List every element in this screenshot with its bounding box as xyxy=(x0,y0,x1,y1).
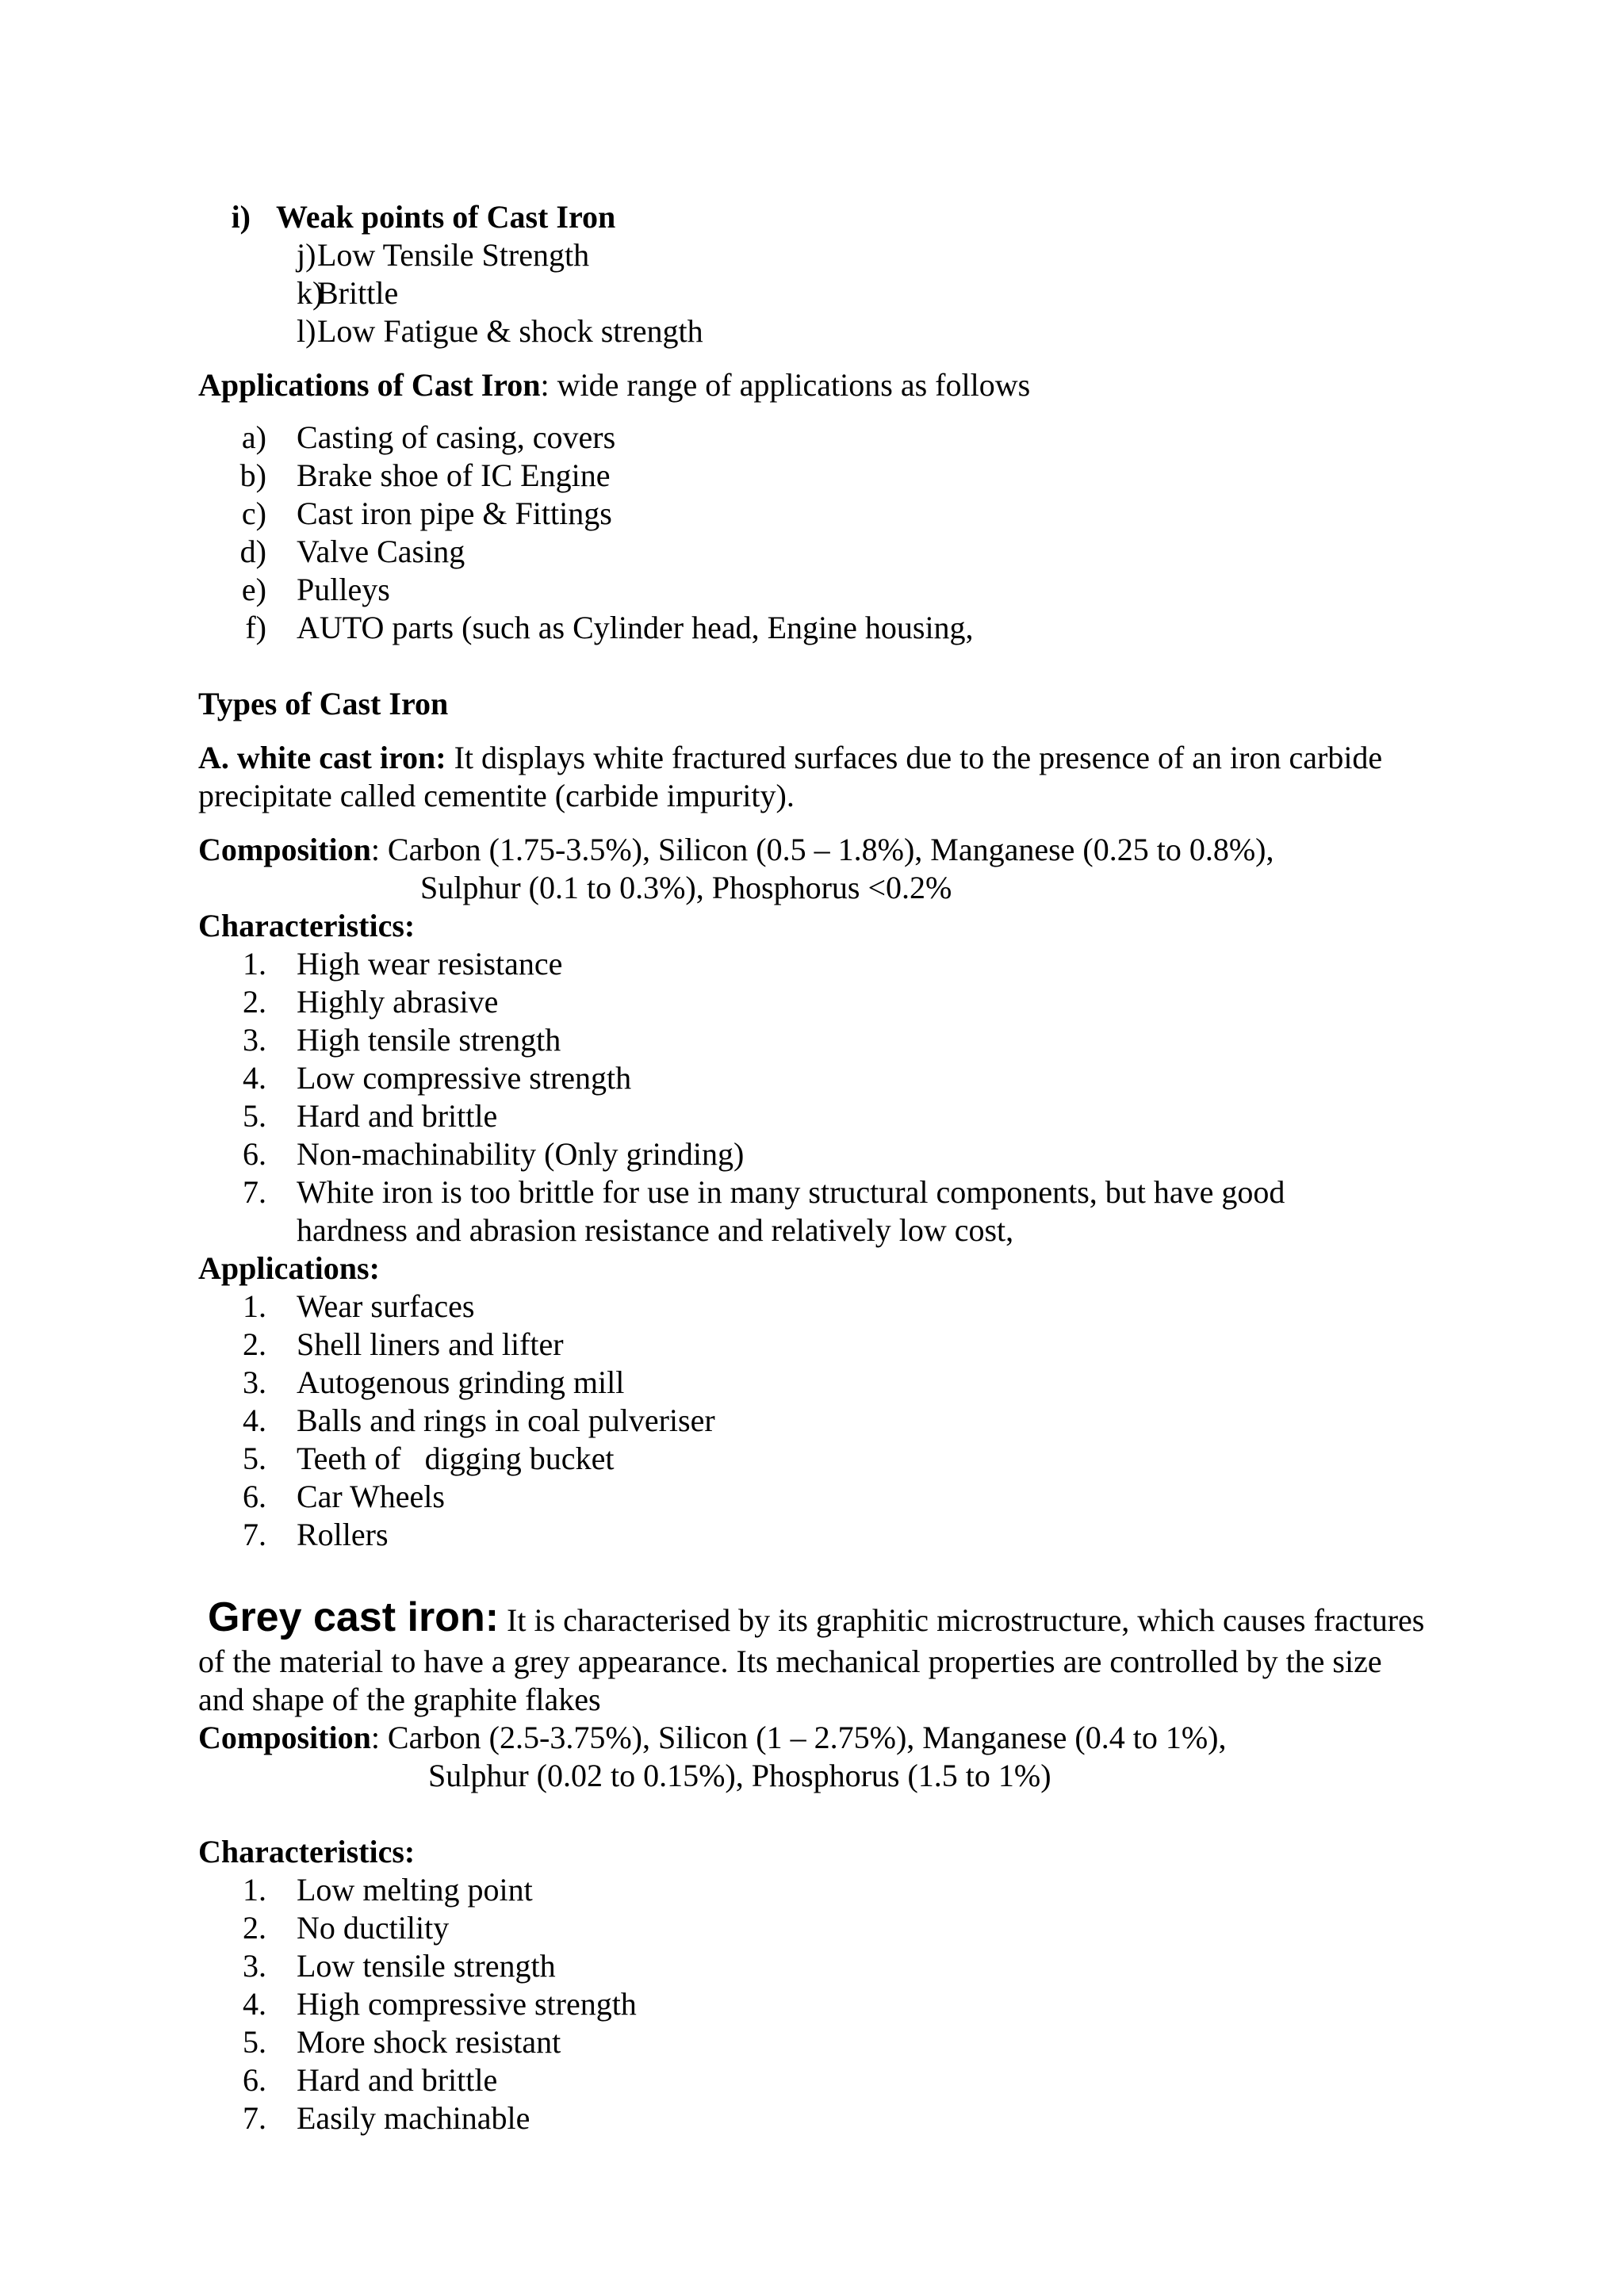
list-item xyxy=(198,1288,474,1326)
paragraph-text: It is characterised by its graphitic microstructure, which causes fractures xyxy=(499,1602,1425,1638)
list-item xyxy=(198,571,390,609)
list-item xyxy=(198,1871,533,1909)
list-item xyxy=(198,419,615,457)
list-marker: 2. xyxy=(243,984,266,1020)
white-iron-paragraph xyxy=(198,739,1382,777)
paragraph-text: precipitate called cementite (carbide impurity). xyxy=(198,778,795,813)
list-item-text: Low melting point xyxy=(297,1872,533,1908)
list-marker: f) xyxy=(245,610,266,645)
list-item xyxy=(198,1440,614,1478)
list-item xyxy=(198,1135,744,1173)
list-item xyxy=(198,457,610,495)
white-composition xyxy=(198,831,1274,869)
list-marker: 6. xyxy=(243,2062,266,2098)
list-marker: 2. xyxy=(243,1910,266,1946)
list-item-text: Hard and brittle xyxy=(297,2062,498,2098)
list-item xyxy=(198,495,612,533)
list-item xyxy=(198,1947,556,1985)
characteristics-heading: Characteristics: xyxy=(198,1834,416,1869)
list-item xyxy=(198,1173,1285,1211)
list-marker: 4. xyxy=(243,1402,266,1438)
weak-points-heading xyxy=(198,198,615,236)
list-marker: 5. xyxy=(243,2024,266,2060)
paragraph-text: : wide range of applications as follows xyxy=(540,367,1031,403)
list-item xyxy=(198,533,465,571)
list-item-text: Pulleys xyxy=(297,572,390,607)
list-marker: 4. xyxy=(243,1060,266,1096)
list-item-text: Non-machinability (Only grinding) xyxy=(297,1136,745,1172)
list-item xyxy=(198,945,562,983)
grey-composition xyxy=(198,1719,1226,1757)
paragraph-text: It displays white fractured surfaces due to the presence of an iron carbide xyxy=(446,740,1383,775)
list-item-text: Wear surfaces xyxy=(297,1288,475,1324)
list-item-text: Low Tensile Strength xyxy=(317,237,590,273)
list-marker: 1. xyxy=(243,1288,266,1324)
list-item-text: White iron is too brittle for use in many structural components, but have good xyxy=(297,1174,1285,1210)
list-item-text: High wear resistance xyxy=(297,946,563,982)
list-item-text: Hard and brittle xyxy=(297,1098,498,1134)
list-marker: l) xyxy=(297,313,316,349)
list-item xyxy=(198,236,589,274)
section-heading: Weak points of Cast Iron xyxy=(276,199,616,235)
composition-text: : Carbon (1.75-3.5%), Silicon (0.5 – 1.8%), Manganese (0.25 to 0.8%), xyxy=(370,832,1274,867)
list-item xyxy=(198,1021,561,1059)
composition-text: : Carbon (2.5-3.75%), Silicon (1 – 2.75%), Manganese (0.4 to 1%), xyxy=(370,1720,1227,1755)
list-item-text: Low tensile strength xyxy=(297,1948,556,1984)
list-marker: 3. xyxy=(243,1364,266,1400)
list-item xyxy=(198,1326,564,1364)
list-item-text: Rollers xyxy=(297,1517,389,1552)
list-item xyxy=(198,1364,624,1402)
list-item-text: Low Fatigue & shock strength xyxy=(317,313,703,349)
list-marker: 3. xyxy=(243,1948,266,1984)
list-item-text: Teeth of digging bucket xyxy=(297,1441,615,1476)
list-item-text: Cast iron pipe & Fittings xyxy=(297,496,612,531)
list-marker: i) xyxy=(231,199,251,235)
list-marker: a) xyxy=(241,419,266,455)
list-item xyxy=(198,1985,637,2023)
applications-paragraph xyxy=(198,366,1030,404)
list-marker: 6. xyxy=(243,1136,266,1172)
list-marker: 1. xyxy=(243,1872,266,1908)
list-item xyxy=(198,1097,497,1135)
list-marker: 5. xyxy=(243,1441,266,1476)
list-marker: 3. xyxy=(243,1022,266,1058)
list-item-text: No ductility xyxy=(297,1910,450,1946)
list-item xyxy=(198,1059,631,1097)
grey-iron-paragraph xyxy=(208,1594,1424,1644)
list-item xyxy=(198,312,703,350)
list-marker: 6. xyxy=(243,1479,266,1514)
composition-text: Sulphur (0.02 to 0.15%), Phosphorus (1.5 to 1%) xyxy=(428,1758,1051,1793)
list-item-text: Brake shoe of IC Engine xyxy=(297,457,611,493)
list-marker: 7. xyxy=(243,1174,266,1210)
list-item xyxy=(198,274,398,312)
list-item xyxy=(198,2023,561,2061)
list-item-text: AUTO parts (such as Cylinder head, Engine housing, xyxy=(297,610,974,645)
list-item-text: High tensile strength xyxy=(297,1022,561,1058)
list-item-text: Brittle xyxy=(317,275,399,311)
grey-iron-heading: Grey cast iron: xyxy=(208,1594,500,1640)
list-item xyxy=(198,1909,449,1947)
list-item-text: Shell liners and lifter xyxy=(297,1326,564,1362)
list-marker: 4. xyxy=(243,1986,266,2022)
list-marker: e) xyxy=(241,572,266,607)
white-iron-heading: A. white cast iron: xyxy=(198,740,446,775)
list-item xyxy=(198,1516,389,1554)
list-marker: c) xyxy=(241,496,266,531)
list-item-text: Valve Casing xyxy=(297,534,465,569)
composition-label: Composition xyxy=(198,1720,371,1755)
list-item xyxy=(198,609,974,647)
list-item xyxy=(198,2099,530,2137)
list-item-text: Autogenous grinding mill xyxy=(297,1364,625,1400)
list-marker: 2. xyxy=(243,1326,266,1362)
list-item-text: Casting of casing, covers xyxy=(297,419,616,455)
list-item-text: Balls and rings in coal pulveriser xyxy=(297,1402,715,1438)
list-marker: 7. xyxy=(243,2100,266,2136)
list-item-text: Car Wheels xyxy=(297,1479,445,1514)
list-marker: k) xyxy=(297,275,324,311)
list-item xyxy=(198,1478,445,1516)
list-item-continuation: hardness and abrasion resistance and relatively low cost, xyxy=(297,1212,1014,1248)
list-marker: b) xyxy=(239,457,266,493)
composition-text: Sulphur (0.1 to 0.3%), Phosphorus <0.2% xyxy=(420,870,952,905)
list-item-text: High compressive strength xyxy=(297,1986,637,2022)
list-item-text: Highly abrasive xyxy=(297,984,499,1020)
list-item xyxy=(198,983,498,1021)
list-marker: d) xyxy=(239,534,266,569)
list-item xyxy=(198,1402,715,1440)
list-item-text: Easily machinable xyxy=(297,2100,530,2136)
list-item-text: More shock resistant xyxy=(297,2024,561,2060)
types-heading: Types of Cast Iron xyxy=(198,686,449,721)
list-marker: 5. xyxy=(243,1098,266,1134)
characteristics-heading: Characteristics: xyxy=(198,908,416,943)
list-item xyxy=(198,2061,497,2099)
composition-label: Composition xyxy=(198,832,371,867)
paragraph-text: and shape of the graphite flakes xyxy=(198,1682,601,1717)
applications-heading: Applications: xyxy=(198,1250,380,1286)
list-marker: 7. xyxy=(243,1517,266,1552)
list-marker: 1. xyxy=(243,946,266,982)
section-heading: Applications of Cast Iron xyxy=(198,367,541,403)
list-marker: j) xyxy=(297,237,316,273)
paragraph-text: of the material to have a grey appearance. Its mechanical properties are controlled by the size xyxy=(198,1644,1382,1679)
list-item-text: Low compressive strength xyxy=(297,1060,632,1096)
